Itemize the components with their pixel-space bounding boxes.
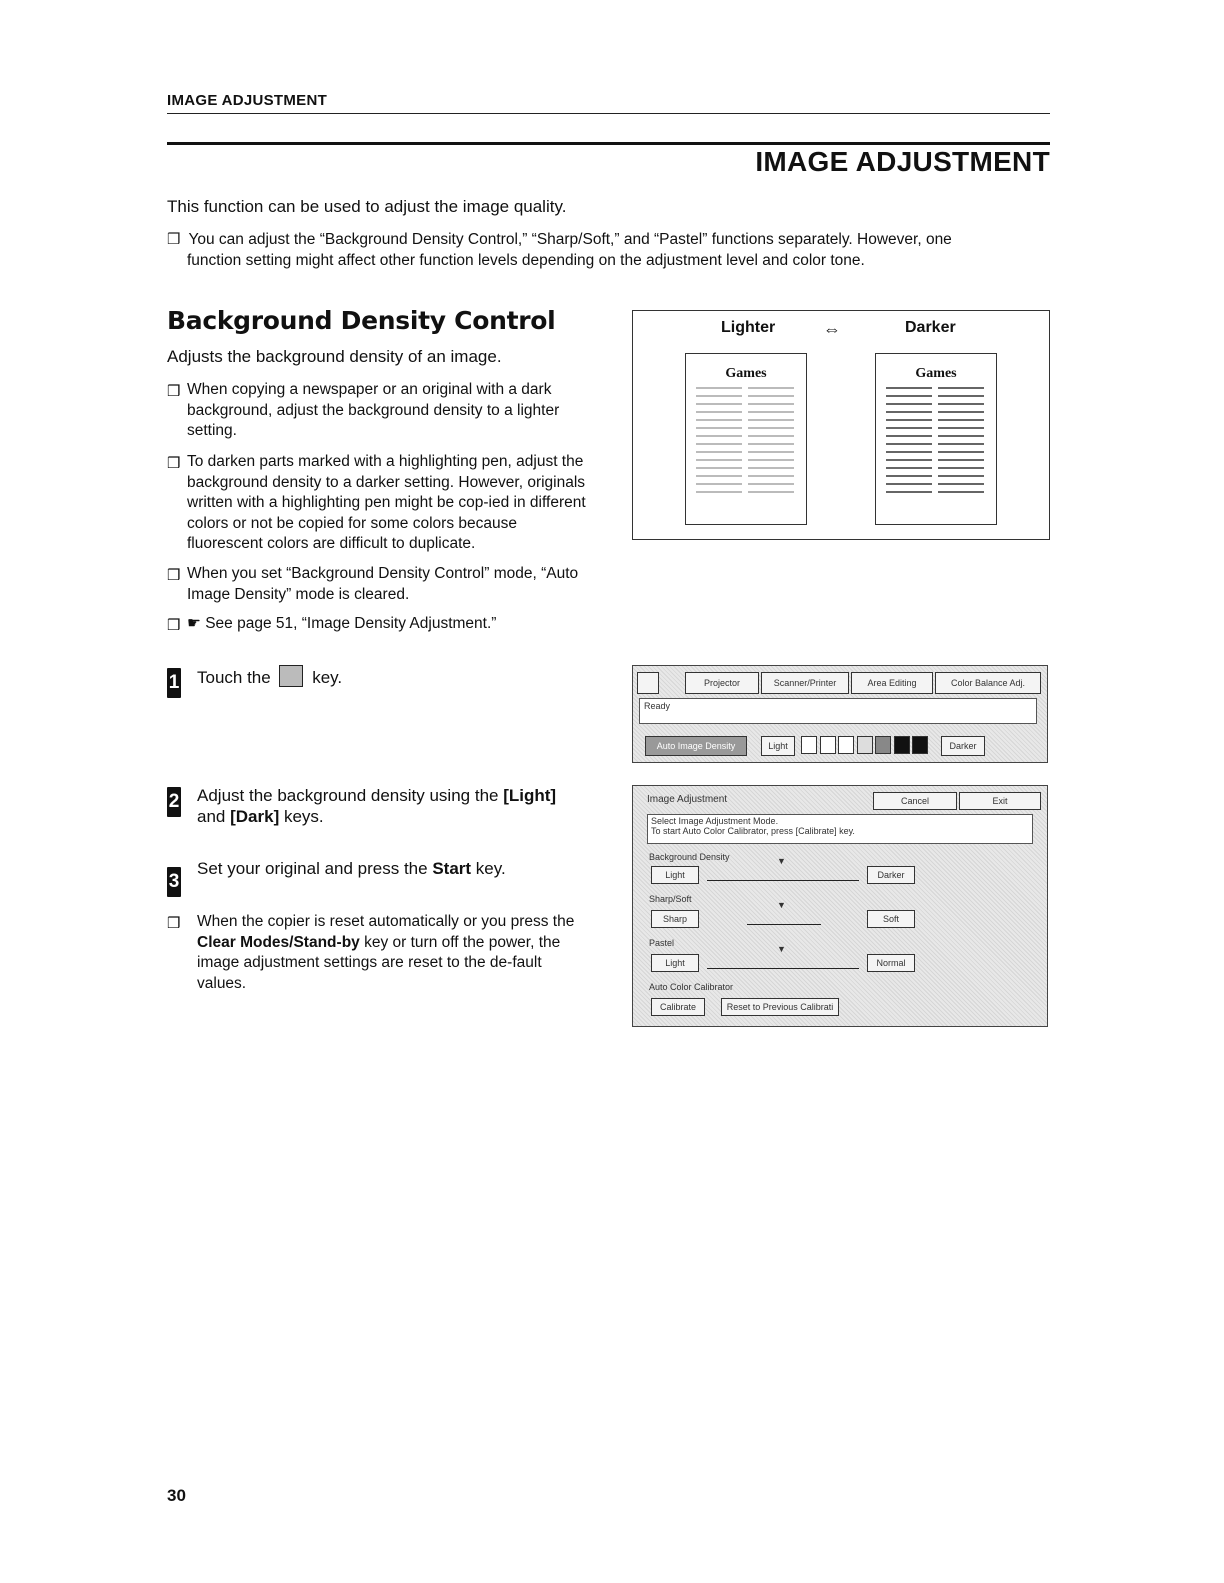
auto-image-density-button[interactable]: Auto Image Density [645, 736, 747, 756]
bg-light-button[interactable]: Light [651, 866, 699, 884]
figure-lighter-label: Lighter [721, 319, 776, 336]
dark-document [875, 353, 997, 525]
document-title: Games [725, 366, 767, 381]
pastel-label: Pastel [649, 938, 675, 948]
pointing-hand-icon: ☛ [187, 615, 201, 632]
reset-calibration-button[interactable]: Reset to Previous Calibrati [721, 998, 839, 1016]
image-adjustment-key-icon [279, 665, 303, 687]
indicator-arrow-icon: ▼ [777, 900, 786, 910]
step-number: 1 [167, 668, 181, 698]
document-text-lines [686, 382, 804, 512]
running-head: IMAGE ADJUSTMENT [167, 92, 328, 109]
step-1-text: Touch the key. [197, 665, 342, 688]
intro-note: ❒ You can adjust the “Background Density Control,” “Sharp/Soft,” and “Pastel” functions separately. However, one [167, 231, 952, 248]
document-title: Games [915, 366, 957, 381]
figure-darker-label: Darker [905, 319, 956, 336]
note-item: ❒ When you set “Background Density Control” mode, “Auto Image Density” mode is cleared. [167, 565, 579, 603]
message-area [647, 814, 1033, 844]
intro-note-line2: function setting might affect other function levels depending on the adjustment level and color tone. [187, 252, 865, 269]
document-text-lines [876, 382, 994, 512]
note-item: ❒ When copying a newspaper or an original with a dark background, adjust the background density to a lighter setting. [167, 381, 560, 439]
step-number: 2 [167, 787, 181, 817]
tab-area-editing[interactable]: Area Editing [851, 672, 933, 694]
copier-main-screen [632, 665, 1048, 763]
calibrate-button[interactable]: Calibrate [651, 998, 705, 1016]
light-button[interactable]: Light [761, 736, 795, 756]
tab-projector[interactable]: Projector [685, 672, 759, 694]
screen-title: Image Adjustment [647, 794, 728, 805]
exit-button[interactable]: Exit [959, 792, 1041, 810]
header-rule [167, 113, 1050, 114]
pastel-light-button[interactable]: Light [651, 954, 699, 972]
status-message: Ready [639, 698, 1037, 724]
sharp-soft-scale [747, 912, 821, 925]
section-lead: Adjusts the background density of an image. [167, 347, 502, 366]
indicator-arrow-icon: ▼ [777, 944, 786, 954]
title-rule [167, 142, 1050, 145]
bg-density-scale [707, 868, 859, 881]
step-number: 3 [167, 867, 181, 897]
checkbox-bullet-icon: ❒ [167, 915, 181, 932]
bg-darker-button[interactable]: Darker [867, 866, 915, 884]
darker-button[interactable]: Darker [941, 736, 985, 756]
tab-scanner-printer[interactable]: Scanner/Printer [761, 672, 849, 694]
double-arrow-icon: ⇔ [823, 319, 841, 339]
checkbox-bullet-icon: ❒ [167, 383, 181, 400]
step-2-text: Adjust the background density using the [Light] and [Dark] keys. [197, 786, 557, 826]
light-document [685, 353, 807, 525]
indicator-arrow-icon: ▼ [777, 856, 786, 866]
page-title: IMAGE ADJUSTMENT [755, 146, 1050, 177]
cancel-button[interactable]: Cancel [873, 792, 957, 810]
reset-note: ❒ When the copier is reset automatically or you press the Clear Modes/Stand-by key or turn off the power, the image adjustment settings are reset to the de-fault values. [167, 913, 575, 992]
checkbox-bullet-icon: ❒ [167, 455, 181, 472]
image-adjustment-key-icon[interactable] [637, 672, 659, 694]
note-item: ❒ To darken parts marked with a highlighting pen, adjust the background density to a darker setting. However, originals written with a highlighting pen might be cop-ied in different colors or not be copied for some colors because fluorescent colors are difficult to duplicate. [167, 453, 586, 552]
section-heading: Background Density Control [167, 306, 556, 335]
intro-text: This function can be used to adjust the image quality. [167, 197, 567, 216]
sharp-soft-label: Sharp/Soft [649, 894, 692, 904]
density-level-indicator [801, 736, 928, 756]
note-item: ❒ ☛ See page 51, “Image Density Adjustment.” [167, 614, 587, 635]
sharp-button[interactable]: Sharp [651, 910, 699, 928]
message-line: To start Auto Color Calibrator, press [Calibrate] key. [651, 826, 855, 836]
pastel-scale [707, 956, 859, 969]
pastel-normal-button[interactable]: Normal [867, 954, 915, 972]
page-number: 30 [167, 1486, 186, 1505]
checkbox-bullet-icon: ❒ [167, 567, 181, 584]
checkbox-bullet-icon: ❒ [167, 617, 181, 634]
tab-color-balance[interactable]: Color Balance Adj. [935, 672, 1041, 694]
density-figure [632, 310, 1050, 540]
auto-color-calibrator-label: Auto Color Calibrator [649, 982, 734, 992]
checkbox-bullet-icon: ❒ [167, 231, 181, 248]
bg-density-label: Background Density [649, 852, 730, 862]
image-adjustment-screen [632, 785, 1048, 1027]
step-3-text: Set your original and press the Start key. [197, 859, 506, 878]
soft-button[interactable]: Soft [867, 910, 915, 928]
message-line: Select Image Adjustment Mode. [651, 816, 779, 826]
